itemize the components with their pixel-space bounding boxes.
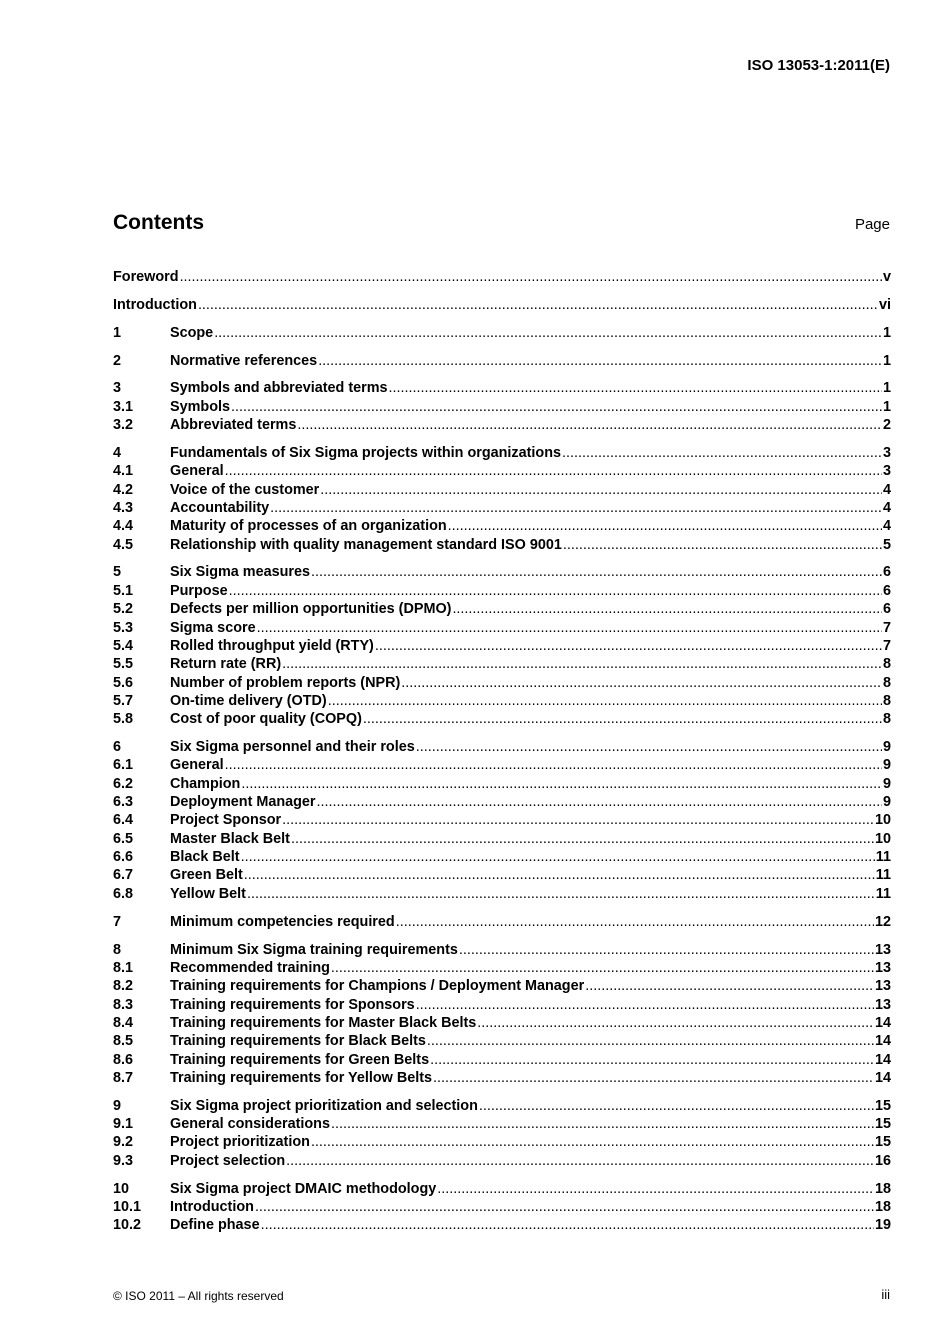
toc-entry-page: 19 (874, 1217, 891, 1234)
toc-entry-page: 6 (882, 601, 891, 618)
toc-entry-number: 4.1 (113, 463, 134, 480)
toc-entry[interactable] (113, 583, 891, 601)
toc-entry[interactable] (113, 1199, 891, 1217)
toc-entry-title[interactable]: Fundamentals of Six Sigma projects within organizations (170, 444, 561, 461)
toc-entry-title[interactable]: Recommended training (170, 959, 330, 976)
toc-entry-page: 4 (882, 499, 891, 516)
toc-entry-number: 6 (113, 739, 122, 756)
toc-entry-title[interactable]: Normative references (170, 352, 318, 369)
toc-entry-number: 10.1 (113, 1198, 142, 1215)
toc-entry-title[interactable]: Deployment Manager (170, 794, 316, 811)
toc-entry-page: 6 (882, 582, 891, 599)
page-number: iii (881, 1287, 890, 1302)
toc-entry-page: v (882, 269, 891, 285)
toc-dot-leader (389, 380, 882, 396)
toc-entry-title[interactable]: Master Black Belt (170, 830, 290, 847)
toc-entry-title[interactable]: Foreword (113, 269, 179, 285)
toc-entry-page: 9 (882, 794, 891, 811)
copyright-notice: © ISO 2011 – All rights reserved (113, 1289, 284, 1303)
toc-dot-leader (416, 997, 874, 1013)
toc-entry-page: 14 (874, 1033, 891, 1050)
toc-entry[interactable] (113, 1134, 891, 1152)
toc-entry[interactable] (113, 1098, 891, 1116)
toc-dot-leader (225, 757, 882, 773)
toc-entry-title[interactable]: Green Belt (170, 867, 243, 884)
toc-entry-number: 6.1 (113, 757, 134, 774)
toc-entry-number: 8.3 (113, 996, 134, 1013)
toc-entry[interactable] (113, 867, 891, 885)
toc-dot-leader (331, 1116, 874, 1132)
toc-entry-number: 5 (113, 564, 122, 581)
toc-entry-number: 9 (113, 1097, 122, 1114)
toc-dot-leader (375, 638, 882, 654)
toc-entry-page: 11 (875, 867, 891, 884)
toc-entry-number: 5.3 (113, 619, 134, 636)
toc-entry-number: 8.4 (113, 1014, 134, 1031)
toc-entry-number: 4.3 (113, 499, 134, 516)
toc-dot-leader (247, 886, 875, 902)
toc-entry-title[interactable]: General considerations (170, 1116, 330, 1133)
toc-entry[interactable] (113, 978, 891, 996)
toc-dot-leader (241, 776, 882, 792)
toc-entry[interactable] (113, 353, 891, 371)
toc-entry[interactable] (113, 739, 891, 757)
toc-dot-leader (563, 537, 882, 553)
toc-entry-page: 11 (875, 885, 891, 902)
toc-dot-leader (401, 675, 882, 691)
toc-entry[interactable] (113, 1070, 891, 1088)
toc-entry-page: 8 (882, 674, 891, 691)
toc-entry[interactable] (113, 914, 891, 932)
toc-entry-page: 13 (874, 941, 891, 958)
toc-entry-title[interactable]: Training requirements for Sponsors (170, 996, 415, 1013)
toc-entry-title[interactable]: On-time delivery (OTD) (170, 692, 327, 709)
toc-entry-number: 5.4 (113, 637, 134, 654)
toc-entry-number: 6.8 (113, 885, 134, 902)
toc-entry-number: 6.6 (113, 849, 134, 866)
toc-dot-leader (270, 500, 882, 516)
toc-entry-page: 13 (874, 978, 891, 995)
toc-entry-number: 3.1 (113, 398, 134, 415)
toc-entry-page: 7 (882, 619, 891, 636)
toc-entry[interactable] (113, 417, 891, 435)
toc-entry-number: 8.1 (113, 959, 134, 976)
toc-entry-number: 4.5 (113, 536, 134, 553)
toc-dot-leader (427, 1033, 874, 1049)
document-standard-id: ISO 13053-1:2011(E) (747, 57, 890, 74)
toc-entry-title[interactable]: Accountability (170, 499, 270, 516)
toc-entry-title[interactable]: Champion (170, 775, 241, 792)
toc-dot-leader (311, 564, 882, 580)
toc-entry[interactable] (113, 1033, 891, 1051)
toc-dot-leader (396, 914, 874, 930)
toc-entry[interactable] (113, 757, 891, 775)
toc-entry-page: 10 (874, 830, 891, 847)
toc-dot-leader (416, 739, 882, 755)
toc-entry-number: 9.3 (113, 1152, 134, 1169)
toc-entry-page: 4 (882, 481, 891, 498)
toc-entry-title[interactable]: Define phase (170, 1217, 260, 1234)
toc-entry[interactable] (113, 960, 891, 978)
toc-dot-leader (297, 417, 882, 433)
toc-entry-title[interactable]: Relationship with quality management standard ISO 9001 (170, 536, 562, 553)
toc-dot-leader (229, 583, 882, 599)
toc-entry-page: 12 (874, 913, 891, 930)
toc-entry-number: 5.1 (113, 582, 134, 599)
toc-dot-leader (198, 297, 878, 313)
toc-entry-page: 3 (882, 444, 891, 461)
toc-dot-leader (261, 1217, 874, 1233)
toc-entry-page: 18 (874, 1198, 891, 1215)
toc-entry-title[interactable]: Voice of the customer (170, 481, 320, 498)
toc-entry-title[interactable]: Training requirements for Yellow Belts (170, 1069, 433, 1086)
toc-entry-title[interactable]: Training requirements for Black Belts (170, 1033, 426, 1050)
toc-entry-page: 14 (874, 1069, 891, 1086)
toc-entry-number: 8.2 (113, 978, 134, 995)
toc-dot-leader (585, 978, 874, 994)
contents-heading: Contents (113, 211, 204, 234)
toc-entry-number: 1 (113, 324, 122, 341)
toc-entry-title[interactable]: Symbols and abbreviated terms (170, 380, 388, 397)
toc-entry-page: 11 (875, 849, 891, 866)
toc-entry-number: 8.7 (113, 1069, 134, 1086)
toc-entry-number: 8.6 (113, 1051, 134, 1068)
toc-entry[interactable] (113, 1181, 891, 1199)
table-of-contents (113, 269, 891, 1236)
toc-entry[interactable] (113, 1116, 891, 1134)
toc-entry[interactable] (113, 537, 891, 555)
toc-entry[interactable] (113, 620, 891, 638)
toc-entry-page: 14 (874, 1014, 891, 1031)
toc-entry-number: 9.1 (113, 1116, 134, 1133)
toc-entry-title[interactable]: Black Belt (170, 849, 240, 866)
toc-entry[interactable] (113, 463, 891, 481)
toc-dot-leader (255, 1199, 874, 1215)
toc-entry-page: vi (878, 296, 891, 313)
toc-dot-leader (328, 693, 882, 709)
toc-entry-page: 5 (882, 536, 891, 553)
toc-entry-title[interactable]: Project prioritization (170, 1134, 310, 1151)
toc-entry-title[interactable]: Purpose (170, 582, 228, 599)
toc-entry[interactable] (113, 831, 891, 849)
toc-dot-leader (437, 1181, 874, 1197)
toc-entry-page: 6 (882, 564, 891, 581)
toc-entry-title[interactable]: Six Sigma project DMAIC methodology (170, 1180, 437, 1197)
toc-entry-page: 1 (882, 398, 891, 415)
toc-entry-page: 1 (882, 380, 891, 397)
toc-entry[interactable] (113, 269, 891, 287)
toc-entry[interactable] (113, 776, 891, 794)
toc-entry-number: 5.2 (113, 601, 134, 618)
toc-entry-page: 1 (882, 324, 891, 341)
toc-entry-number: 6.7 (113, 867, 134, 884)
toc-entry-title[interactable]: Minimum Six Sigma training requirements (170, 941, 458, 958)
toc-entry-number: 5.5 (113, 656, 134, 673)
toc-entry-number: 4 (113, 444, 122, 461)
toc-entry[interactable] (113, 997, 891, 1015)
toc-entry-title[interactable]: Six Sigma measures (170, 564, 310, 581)
toc-entry-page: 1 (882, 352, 891, 369)
toc-entry-title[interactable]: Introduction (113, 296, 197, 313)
toc-entry-number: 4.4 (113, 518, 134, 535)
toc-entry-page: 9 (882, 739, 891, 756)
toc-entry-page: 16 (874, 1152, 891, 1169)
toc-entry-number: 6.2 (113, 775, 134, 792)
toc-entry[interactable] (113, 564, 891, 582)
toc-entry-title[interactable]: Maturity of processes of an organization (170, 518, 447, 535)
toc-entry-number: 5.6 (113, 674, 134, 691)
toc-entry[interactable] (113, 380, 891, 398)
toc-entry-number: 7 (113, 913, 122, 930)
toc-dot-leader (430, 1052, 874, 1068)
toc-entry-number: 4.2 (113, 481, 134, 498)
toc-entry[interactable] (113, 1153, 891, 1171)
toc-entry-title[interactable]: Rolled throughput yield (RTY) (170, 637, 374, 654)
toc-dot-leader (479, 1098, 874, 1114)
toc-dot-leader (433, 1070, 874, 1086)
toc-entry-number: 5.7 (113, 692, 134, 709)
toc-entry-number: 3 (113, 380, 122, 397)
toc-entry-page: 13 (874, 996, 891, 1013)
toc-entry-page: 10 (874, 812, 891, 829)
toc-dot-leader (257, 620, 882, 636)
toc-entry-title[interactable]: Number of problem reports (NPR) (170, 674, 401, 691)
toc-entry-page: 2 (882, 417, 891, 434)
toc-dot-leader (311, 1134, 874, 1150)
toc-entry-page: 8 (882, 711, 891, 728)
toc-entry-title[interactable]: Yellow Belt (170, 885, 246, 902)
toc-entry[interactable] (113, 711, 891, 729)
toc-entry-page: 4 (882, 518, 891, 535)
toc-entry[interactable] (113, 297, 891, 315)
toc-entry-page: 13 (874, 959, 891, 976)
toc-entry-title[interactable]: Training requirements for Master Black Belts (170, 1014, 477, 1031)
toc-entry[interactable] (113, 886, 891, 904)
toc-entry[interactable] (113, 849, 891, 867)
toc-entry-title[interactable]: Sigma score (170, 619, 256, 636)
toc-dot-leader (320, 482, 882, 498)
toc-entry[interactable] (113, 1217, 891, 1235)
toc-entry-page: 15 (874, 1097, 891, 1114)
toc-entry-number: 6.3 (113, 794, 134, 811)
toc-dot-leader (318, 353, 882, 369)
toc-entry-page: 8 (882, 656, 891, 673)
toc-entry-title[interactable]: Return rate (RR) (170, 656, 282, 673)
toc-dot-leader (225, 463, 882, 479)
toc-dot-leader (291, 831, 874, 847)
toc-entry-page: 9 (882, 757, 891, 774)
toc-dot-leader (244, 867, 875, 883)
toc-entry[interactable] (113, 601, 891, 619)
toc-dot-leader (282, 656, 882, 672)
toc-entry[interactable] (113, 693, 891, 711)
toc-entry-number: 6.4 (113, 812, 134, 829)
toc-entry-title[interactable]: Symbols (170, 398, 230, 415)
toc-entry[interactable] (113, 812, 891, 830)
toc-entry-title[interactable]: Training requirements for Green Belts (170, 1051, 430, 1068)
toc-entry[interactable] (113, 445, 891, 463)
toc-dot-leader (241, 849, 875, 865)
toc-dot-leader (286, 1153, 874, 1169)
toc-entry-number: 5.8 (113, 711, 134, 728)
toc-entry-page: 15 (874, 1116, 891, 1133)
toc-entry[interactable] (113, 500, 891, 518)
toc-entry[interactable] (113, 482, 891, 500)
toc-entry-title[interactable]: Defects per million opportunities (DPMO) (170, 601, 452, 618)
toc-entry-title[interactable]: Project Sponsor (170, 812, 282, 829)
toc-entry[interactable] (113, 794, 891, 812)
toc-entry-number: 8 (113, 941, 122, 958)
toc-dot-leader (180, 269, 882, 285)
toc-entry[interactable] (113, 399, 891, 417)
toc-entry-page: 14 (874, 1051, 891, 1068)
toc-dot-leader (231, 399, 882, 415)
toc-entry-number: 9.2 (113, 1134, 134, 1151)
toc-entry-page: 7 (882, 637, 891, 654)
toc-entry-page: 18 (874, 1180, 891, 1197)
toc-entry[interactable] (113, 1052, 891, 1070)
toc-dot-leader (459, 942, 874, 958)
toc-entry-title[interactable]: Introduction (170, 1198, 254, 1215)
toc-entry-page: 3 (882, 463, 891, 480)
toc-entry-title[interactable]: Training requirements for Champions / Deployment Manager (170, 978, 585, 995)
toc-entry-title[interactable]: Minimum competencies required (170, 913, 395, 930)
toc-entry-title[interactable]: Abbreviated terms (170, 417, 297, 434)
toc-entry-title[interactable]: Six Sigma project prioritization and selection (170, 1097, 478, 1114)
toc-entry-title[interactable]: Project selection (170, 1152, 286, 1169)
toc-entry-title[interactable]: General (170, 757, 224, 774)
toc-entry[interactable] (113, 1015, 891, 1033)
toc-entry-title[interactable]: Cost of poor quality (COPQ) (170, 711, 362, 728)
toc-entry-title[interactable]: General (170, 463, 224, 480)
toc-entry[interactable] (113, 675, 891, 693)
toc-dot-leader (477, 1015, 874, 1031)
toc-entry-number: 6.5 (113, 830, 134, 847)
toc-entry-number: 2 (113, 352, 122, 369)
toc-dot-leader (317, 794, 882, 810)
page-column-label: Page (854, 216, 890, 233)
toc-entry[interactable] (113, 638, 891, 656)
toc-entry-number: 10.2 (113, 1217, 142, 1234)
toc-entry-page: 8 (882, 692, 891, 709)
toc-entry[interactable] (113, 656, 891, 674)
toc-dot-leader (452, 601, 882, 617)
toc-entry-title[interactable]: Six Sigma personnel and their roles (170, 739, 415, 756)
toc-entry-page: 9 (882, 775, 891, 792)
toc-entry-page: 15 (874, 1134, 891, 1151)
toc-dot-leader (363, 711, 882, 727)
toc-entry-number: 10 (113, 1180, 130, 1197)
toc-entry-number: 3.2 (113, 417, 134, 434)
toc-dot-leader (562, 445, 882, 461)
toc-entry-number: 8.5 (113, 1033, 134, 1050)
toc-entry[interactable] (113, 942, 891, 960)
toc-dot-leader (214, 325, 882, 341)
toc-dot-leader (448, 518, 882, 534)
toc-dot-leader (282, 812, 874, 828)
toc-entry-title[interactable]: Scope (170, 324, 214, 341)
toc-entry[interactable] (113, 325, 891, 343)
toc-entry[interactable] (113, 518, 891, 536)
toc-dot-leader (331, 960, 874, 976)
